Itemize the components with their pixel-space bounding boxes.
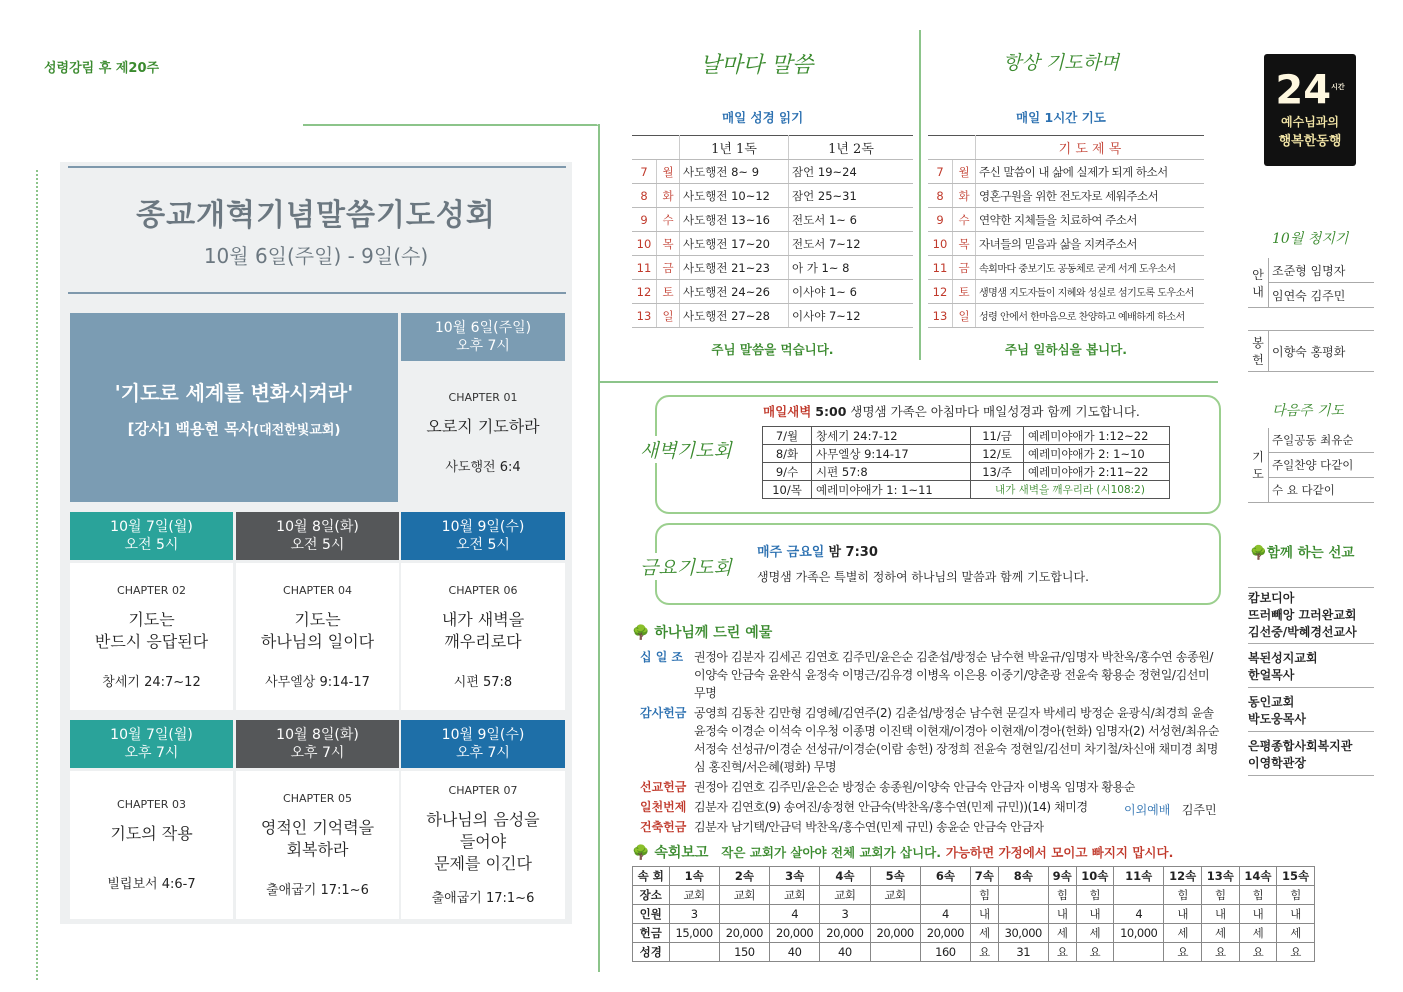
morning-3-header bbox=[401, 512, 565, 560]
day-number: 11 bbox=[928, 256, 953, 280]
reading-2: 아 가 1~ 8 bbox=[789, 256, 914, 280]
offering-label: 건축헌금 bbox=[640, 820, 687, 834]
offering-label: 선교헌금 bbox=[640, 780, 687, 794]
morning-2-date: 10월 8일(화) bbox=[276, 519, 359, 535]
offer-steward-table bbox=[1248, 330, 1374, 372]
middle-green-line bbox=[919, 30, 921, 360]
weekday: 토 bbox=[657, 280, 680, 304]
offering-names: 김분자 김연호(9) 송여진/송정현 안금숙(박찬옥/홍수연(민제 규민))(14) 채미경 bbox=[694, 800, 1088, 814]
dawn-date: 12/토 bbox=[971, 445, 1024, 463]
top-green-line bbox=[303, 124, 598, 126]
morning-3-date: 10월 9일(수) bbox=[441, 519, 525, 535]
prayer-row bbox=[928, 304, 1204, 328]
evening-2-time: 오후 7시 bbox=[290, 745, 345, 761]
evening-2-date: 10월 8일(화) bbox=[276, 727, 359, 743]
cell-value: 교회 bbox=[669, 886, 719, 905]
tree-icon: 🌳 bbox=[1250, 545, 1267, 561]
cell-value: 인원 bbox=[633, 905, 670, 924]
reading-1: 사도행전 27~28 bbox=[680, 304, 789, 328]
speaker-name: 백용현 목사 bbox=[175, 419, 254, 438]
dawn-row bbox=[763, 445, 1170, 463]
session-1-title: 오로지 기도하라 bbox=[426, 417, 540, 436]
cell-value: 3 bbox=[820, 905, 870, 924]
dawn-date: 13/주 bbox=[971, 463, 1024, 481]
weekday: 일 bbox=[657, 304, 680, 328]
col-2-read: 1년 2독 bbox=[789, 136, 914, 160]
cell-value: 20,000 bbox=[719, 924, 769, 943]
dawn-row bbox=[763, 481, 1170, 499]
mission-item: 캄보디아 뜨러빼앙 끄러완교회 김선중/박혜경선교사 bbox=[1248, 587, 1374, 644]
prayer-col-header: 기 도 제 목 bbox=[976, 136, 1205, 160]
24-hour-logo bbox=[1264, 54, 1356, 166]
always-pray-sub: 매일 1시간 기도 bbox=[1016, 110, 1106, 125]
cell-report-heading: 🌳 속회보고 작은 교회가 살아야 전체 교회가 삽니다. 가능하면 가정에서 모이고 빠지지 맙시다. bbox=[632, 845, 1174, 861]
offering-row bbox=[640, 778, 1225, 796]
prayer-row bbox=[928, 184, 1204, 208]
evening-1-date: 10월 7일(월) bbox=[110, 727, 193, 743]
morning-2-title: 기도는 하나님의 일이다 bbox=[260, 609, 375, 651]
friday-prayer-box bbox=[655, 523, 1221, 605]
offering-heading: 🌳 하나님께 드린 예물 bbox=[632, 625, 773, 641]
center-green-line bbox=[598, 124, 600, 972]
offering-label: 감사헌금 bbox=[640, 706, 687, 720]
cell-value: 세 bbox=[1239, 924, 1277, 943]
evening-3-header bbox=[401, 720, 565, 768]
offering-label: 일천번제 bbox=[640, 800, 687, 814]
mission-list bbox=[1248, 587, 1374, 776]
day-number: 9 bbox=[632, 208, 657, 232]
evening-3-time: 오후 7시 bbox=[456, 745, 510, 761]
session-1-header bbox=[401, 313, 565, 361]
evening-1-time: 오후 7시 bbox=[124, 745, 179, 761]
day-number: 10 bbox=[928, 232, 953, 256]
banner-mid-rule bbox=[68, 292, 566, 294]
theme-text: '기도로 세계를 변화시켜라' bbox=[114, 380, 354, 405]
cell-header: 13속 bbox=[1201, 867, 1239, 886]
day-number: 10 bbox=[632, 232, 657, 256]
cell-value: 요 bbox=[1277, 943, 1315, 962]
prayer-topic: 영혼구원을 위한 전도자로 세워주소서 bbox=[976, 184, 1205, 208]
reading-2: 전도서 1~ 6 bbox=[789, 208, 914, 232]
evening-1-title: 기도의 작용 bbox=[110, 824, 193, 843]
dawn-passage: 창세기 24:7-12 bbox=[812, 427, 971, 445]
logo-number: $24^{시간}$ bbox=[1275, 67, 1345, 114]
cell-value: 세 bbox=[1164, 924, 1202, 943]
dawn-passage: 예레미야애가 2: 1~10 bbox=[1024, 445, 1170, 463]
cell-value bbox=[719, 905, 769, 924]
friday-prayer-label: 금요기도회 bbox=[640, 553, 732, 580]
day-number: 8 bbox=[928, 184, 953, 208]
session-1-body bbox=[401, 364, 565, 502]
daily-word-sub: 매일 성경 읽기 bbox=[722, 110, 804, 125]
mission-item: 복된성지교회 한얼목사 bbox=[1248, 644, 1374, 688]
cell-value: 세 bbox=[971, 924, 999, 943]
mission-title: 🌳함께 하는 선교 bbox=[1250, 545, 1355, 561]
cell-value: 내 bbox=[1277, 905, 1315, 924]
cell-row bbox=[633, 943, 1315, 962]
always-pray-footer: 주님 일하심을 봅니다. bbox=[1004, 342, 1128, 357]
day-number: 12 bbox=[928, 280, 953, 304]
reading-row bbox=[632, 208, 913, 232]
cell-row bbox=[633, 905, 1315, 924]
cell-value: 4 bbox=[1114, 905, 1164, 924]
reading-2: 전도서 7~12 bbox=[789, 232, 914, 256]
next-prayer-title: 다음주 기도 bbox=[1272, 403, 1345, 419]
morning-1-body bbox=[70, 563, 233, 710]
offering-names: 공영희 김동찬 김만형 김영혜/김연주(2) 김춘섭/방정순 남수현 문길자 박세리 방정순 윤광식/최경희 윤솔 윤정숙 이경순 이석숙 이우청 이종명 이진택 이현재/이경아 이현재/이경아(헌화) 임명자(2) 서성현/최유순 서정숙 선성규/이경순 선성규/이경순(이람 송헌) 장정희 전윤숙 정현일/김선미 차기철/차신애 채미경 최명심 홍진혁/서은혜(평화) 무명 bbox=[694, 706, 1219, 774]
prayer-row bbox=[928, 232, 1204, 256]
reading-1: 사도행전 17~20 bbox=[680, 232, 789, 256]
morning-1-header bbox=[70, 512, 233, 560]
reading-1: 사도행전 13~16 bbox=[680, 208, 789, 232]
cell-value: 헌금 bbox=[633, 924, 670, 943]
cell-value: 교회 bbox=[719, 886, 769, 905]
cell-header: 11속 bbox=[1114, 867, 1164, 886]
cell-value: 20,000 bbox=[870, 924, 920, 943]
col-1-read: 1년 1독 bbox=[680, 136, 789, 160]
daily-word-footer: 주님 말씀을 먹습니다. bbox=[711, 342, 834, 357]
offering-names: 권정아 김분자 김세곤 김연호 김주민/윤은순 김춘섭/방정순 남수현 박윤규/임명자 박찬옥/홍수연 송종원/이양숙 안금숙 윤완식 윤정숙 이명근/김유경 이병옥 이은용 이중기/양춘광 전윤숙 황용순 정현일/김선미 무명 bbox=[694, 650, 1214, 700]
cell-header: 3속 bbox=[770, 867, 820, 886]
cell-value: 교회 bbox=[820, 886, 870, 905]
morning-1-time: 오전 5시 bbox=[124, 537, 179, 553]
banner-top-rule bbox=[68, 166, 566, 168]
cell-value: 20,000 bbox=[820, 924, 870, 943]
weekday: 월 bbox=[953, 160, 976, 184]
cell-value: 성경 bbox=[633, 943, 670, 962]
cell-value: 31 bbox=[998, 943, 1048, 962]
morning-3-ref: 시편 57:8 bbox=[453, 674, 513, 690]
evening-2-ref: 출애굽기 17:1~6 bbox=[266, 883, 369, 898]
cell-value bbox=[870, 905, 920, 924]
cell-value: 요 bbox=[1048, 943, 1076, 962]
session-1-time: 오후 7시 bbox=[456, 338, 510, 354]
evening-2-title: 영적인 기억력을 회복하라 bbox=[260, 818, 375, 859]
middle-h-line bbox=[598, 381, 1218, 383]
cell-value: 10,000 bbox=[1114, 924, 1164, 943]
speaker-church: (대전한빛교회) bbox=[253, 422, 341, 438]
cell-value bbox=[1114, 943, 1164, 962]
evening-1-ref: 빌립보서 4:6-7 bbox=[107, 877, 196, 892]
cell-value: 15,000 bbox=[669, 924, 719, 943]
speaker-label: [강사] bbox=[127, 419, 171, 438]
dawn-passage: 예레미야애가 1: 1~11 bbox=[812, 481, 971, 499]
prayer-topic: 연약한 지체들을 치료하여 주소서 bbox=[976, 208, 1205, 232]
prayer-topic: 속회마다 중보기도 공동체로 굳게 서게 도우소서 bbox=[976, 256, 1205, 280]
reading-2: 잠언 25~31 bbox=[789, 184, 914, 208]
logo-line2: 행복한동행 bbox=[1278, 134, 1342, 150]
cell-value: 요 bbox=[1201, 943, 1239, 962]
cell-value bbox=[920, 886, 970, 905]
reading-2: 이사야 1~ 6 bbox=[789, 280, 914, 304]
dawn-row bbox=[763, 427, 1170, 445]
evening-3-ref: 출애굽기 17:1~6 bbox=[431, 891, 535, 906]
offering-row bbox=[640, 704, 1225, 776]
evening-2-body bbox=[236, 771, 399, 919]
weekday: 금 bbox=[657, 256, 680, 280]
cell-value bbox=[1114, 886, 1164, 905]
bible-reading-table bbox=[632, 135, 913, 328]
mission-item: 은평종합사회복지관 이영학관장 bbox=[1248, 732, 1374, 776]
weekday: 화 bbox=[953, 184, 976, 208]
offering-label: 십 일 조 bbox=[640, 650, 684, 664]
prayer-topic-table bbox=[928, 135, 1204, 328]
pray-row: 주일공동 최유순 bbox=[1269, 428, 1375, 453]
offer-label: 봉 헌 bbox=[1248, 331, 1269, 372]
reading-2: 이사야 7~12 bbox=[789, 304, 914, 328]
dawn-date: 10/목 bbox=[763, 481, 812, 499]
cell-header: 12속 bbox=[1164, 867, 1202, 886]
guide-label: 안 내 bbox=[1248, 258, 1269, 308]
morning-3-body bbox=[401, 563, 565, 710]
morning-3-time: 오전 5시 bbox=[456, 537, 510, 553]
cell-header: 5속 bbox=[870, 867, 920, 886]
reading-2: 잠언 19~24 bbox=[789, 160, 914, 184]
cell-header: 9속 bbox=[1048, 867, 1076, 886]
guide-2: 임연숙 김주민 bbox=[1269, 283, 1375, 308]
pray-label: 기 도 bbox=[1248, 428, 1269, 503]
cell-value bbox=[998, 886, 1048, 905]
dawn-intro: 매일새벽 5:00 생명샘 가족은 아침마다 매일성경과 함께 기도합니다. bbox=[763, 404, 1140, 419]
cell-value: 4 bbox=[920, 905, 970, 924]
cell-value: 힘 bbox=[971, 886, 999, 905]
day-number: 13 bbox=[928, 304, 953, 328]
cell-header: 15속 bbox=[1277, 867, 1315, 886]
prayer-row bbox=[928, 160, 1204, 184]
cell-header: 8속 bbox=[998, 867, 1048, 886]
reading-1: 사도행전 8~ 9 bbox=[680, 160, 789, 184]
cell-value bbox=[870, 943, 920, 962]
cell-value: 세 bbox=[1201, 924, 1239, 943]
cell-value: 교회 bbox=[770, 886, 820, 905]
week-label: 성령강림 후 제20주 bbox=[44, 61, 160, 76]
cell-value: 힘 bbox=[1277, 886, 1315, 905]
cell-value: 힘 bbox=[1164, 886, 1202, 905]
morning-2-time: 오전 5시 bbox=[290, 537, 345, 553]
prayer-topic: 주신 말씀이 내 삶에 실제가 되게 하소서 bbox=[976, 160, 1205, 184]
weekday: 수 bbox=[657, 208, 680, 232]
dawn-passage: 예레미야애가 2:11~22 bbox=[1024, 463, 1170, 481]
reading-1: 사도행전 24~26 bbox=[680, 280, 789, 304]
cell-value: 160 bbox=[920, 943, 970, 962]
session-1-chapter: CHAPTER 01 bbox=[448, 391, 518, 404]
day-number: 12 bbox=[632, 280, 657, 304]
morning-2-ref: 사무엘상 9:14-17 bbox=[265, 674, 370, 690]
weekday: 토 bbox=[953, 280, 976, 304]
weekday: 월 bbox=[657, 160, 680, 184]
cell-value: 힘 bbox=[1048, 886, 1076, 905]
cell-row bbox=[633, 886, 1315, 905]
speaker-line bbox=[128, 418, 341, 439]
daily-word-heading: 날마다 말씀 bbox=[700, 53, 814, 78]
morning-2-header bbox=[236, 512, 399, 560]
day-number: 9 bbox=[928, 208, 953, 232]
offer-steward: 이향숙 홍평화 bbox=[1269, 331, 1375, 372]
cell-value: 요 bbox=[1076, 943, 1114, 962]
prayer-row bbox=[928, 208, 1204, 232]
tree-icon: 🌳 bbox=[632, 845, 650, 861]
offering-names: 김분자 남기택/안금덕 박찬옥/홍수연(민제 규민) 송윤순 안금숙 안금자 bbox=[694, 820, 1044, 834]
evening-2-chapter: CHAPTER 05 bbox=[283, 792, 352, 805]
next-prayer-table bbox=[1248, 428, 1374, 503]
weekday: 금 bbox=[953, 256, 976, 280]
stewards-table bbox=[1248, 258, 1374, 308]
cell-value: 교회 bbox=[870, 886, 920, 905]
dawn-passage: 예레미야애가 1:12~22 bbox=[1024, 427, 1170, 445]
friday-text: 생명샘 가족은 특별히 정하여 하나님의 말씀과 함께 기도합니다. bbox=[757, 570, 1089, 584]
logo-line1: 예수님과의 bbox=[1281, 115, 1339, 130]
cell-value bbox=[669, 943, 719, 962]
weekday: 화 bbox=[657, 184, 680, 208]
dawn-passage: 시편 57:8 bbox=[812, 463, 971, 481]
morning-2-chapter: CHAPTER 04 bbox=[283, 583, 352, 597]
cell-value: 내 bbox=[971, 905, 999, 924]
morning-1-chapter: CHAPTER 02 bbox=[117, 583, 186, 597]
cell-header: 7속 bbox=[971, 867, 999, 886]
reading-row bbox=[632, 232, 913, 256]
morning-1-title: 기도는 반드시 응답된다 bbox=[94, 609, 209, 651]
banner-dates: 10월 6일(주일) - 9일(수) bbox=[203, 244, 429, 268]
cell-value: 내 bbox=[1048, 905, 1076, 924]
stewards-title: 10월 청지기 bbox=[1272, 231, 1349, 247]
cell-value: 40 bbox=[770, 943, 820, 962]
offering-row bbox=[640, 818, 1225, 836]
day-number: 11 bbox=[632, 256, 657, 280]
cell-header: 2속 bbox=[719, 867, 769, 886]
left-dotted-line bbox=[36, 170, 38, 980]
cell-value: 힘 bbox=[1076, 886, 1114, 905]
cell-value: 세 bbox=[1048, 924, 1076, 943]
evening-2-header bbox=[236, 720, 399, 768]
cell-value bbox=[998, 905, 1048, 924]
evening-3-title: 하나님의 음성을 들어야 문제를 이긴다 bbox=[426, 810, 540, 873]
cell-value: 40 bbox=[820, 943, 870, 962]
pray-row: 주일찬양 다같이 bbox=[1269, 453, 1375, 478]
weekday: 일 bbox=[953, 304, 976, 328]
cell-row bbox=[633, 924, 1315, 943]
morning-2-body bbox=[236, 563, 399, 710]
cell-value: 내 bbox=[1164, 905, 1202, 924]
evening-3-chapter: CHAPTER 07 bbox=[448, 784, 518, 797]
theme-block bbox=[70, 313, 398, 502]
cell-header: 6속 bbox=[920, 867, 970, 886]
evening-1-header bbox=[70, 720, 233, 768]
reading-1: 사도행전 10~12 bbox=[680, 184, 789, 208]
evening-1-chapter: CHAPTER 03 bbox=[117, 798, 186, 811]
dawn-date: 7/월 bbox=[763, 427, 812, 445]
cell-value: 내 bbox=[1076, 905, 1114, 924]
weekday: 목 bbox=[953, 232, 976, 256]
morning-3-chapter: CHAPTER 06 bbox=[448, 583, 518, 597]
cell-header: 10속 bbox=[1076, 867, 1114, 886]
cell-value: 3 bbox=[669, 905, 719, 924]
dawn-date: 8/화 bbox=[763, 445, 812, 463]
reading-row bbox=[632, 160, 913, 184]
dawn-verse: 내가 새벽을 깨우리라 (시108:2) bbox=[971, 481, 1170, 499]
prayer-row bbox=[928, 256, 1204, 280]
cell-value: 장소 bbox=[633, 886, 670, 905]
reading-1: 사도행전 21~23 bbox=[680, 256, 789, 280]
cell-value: 내 bbox=[1201, 905, 1239, 924]
always-pray-heading: 항상 기도하며 bbox=[1003, 52, 1120, 74]
day-number: 8 bbox=[632, 184, 657, 208]
day-number: 7 bbox=[928, 160, 953, 184]
cell-value: 내 bbox=[1239, 905, 1277, 924]
dawn-table bbox=[762, 426, 1170, 499]
other-worship: 이외예배 김주민 bbox=[1124, 803, 1217, 817]
prayer-topic: 자녀들의 믿음과 삶을 지켜주소서 bbox=[976, 232, 1205, 256]
prayer-row bbox=[928, 280, 1204, 304]
cell-header: 4속 bbox=[820, 867, 870, 886]
cell-report-table bbox=[632, 866, 1315, 962]
dawn-row bbox=[763, 463, 1170, 481]
cell-value: 세 bbox=[1277, 924, 1315, 943]
cell-value: 4 bbox=[770, 905, 820, 924]
reading-row bbox=[632, 304, 913, 328]
dawn-prayer-label: 새벽기도회 bbox=[640, 436, 732, 463]
session-1-ref: 사도행전 6:4 bbox=[445, 460, 521, 475]
offering-row bbox=[640, 648, 1225, 702]
pray-row: 수 요 다같이 bbox=[1269, 478, 1375, 503]
guide-1: 조준형 임명자 bbox=[1269, 258, 1375, 283]
day-number: 13 bbox=[632, 304, 657, 328]
tree-icon: 🌳 bbox=[632, 625, 650, 641]
reading-row bbox=[632, 184, 913, 208]
weekday: 목 bbox=[657, 232, 680, 256]
evening-1-body bbox=[70, 771, 233, 919]
cell-value: 요 bbox=[971, 943, 999, 962]
mission-item: 동인교회 박도웅목사 bbox=[1248, 688, 1374, 732]
day-number: 7 bbox=[632, 160, 657, 184]
cell-value: 30,000 bbox=[998, 924, 1048, 943]
reading-row bbox=[632, 280, 913, 304]
cell-header: 14속 bbox=[1239, 867, 1277, 886]
morning-3-title: 내가 새벽을 깨우리로다 bbox=[441, 609, 525, 651]
cell-header: 1속 bbox=[669, 867, 719, 886]
evening-3-date: 10월 9일(수) bbox=[441, 727, 525, 743]
morning-1-date: 10월 7일(월) bbox=[110, 519, 193, 535]
offering-names: 권정아 김연호 김주민/윤은순 방정순 송종원/이양숙 안금숙 안금자 이병옥 임명자 황용순 bbox=[694, 780, 1135, 794]
cell-value: 150 bbox=[719, 943, 769, 962]
cell-value: 20,000 bbox=[920, 924, 970, 943]
dawn-date: 11/금 bbox=[971, 427, 1024, 445]
session-1-date: 10월 6일(주일) bbox=[434, 320, 532, 336]
cell-value: 세 bbox=[1076, 924, 1114, 943]
cell-value: 20,000 bbox=[770, 924, 820, 943]
weekday: 수 bbox=[953, 208, 976, 232]
cell-value: 힘 bbox=[1201, 886, 1239, 905]
cell-header: 속 회 bbox=[633, 867, 670, 886]
prayer-topic: 생명샘 지도자들이 지혜와 성실로 섬기도록 도우소서 bbox=[976, 280, 1205, 304]
cell-value: 요 bbox=[1164, 943, 1202, 962]
prayer-topic: 성령 안에서 한마음으로 찬양하고 예배하게 하소서 bbox=[976, 304, 1205, 328]
evening-3-body bbox=[401, 771, 565, 919]
cell-value: 힘 bbox=[1239, 886, 1277, 905]
dawn-date: 9/수 bbox=[763, 463, 812, 481]
banner-title: 종교개혁기념말씀기도성회 bbox=[136, 198, 496, 233]
cell-value: 요 bbox=[1239, 943, 1277, 962]
morning-1-ref: 창세기 24:7~12 bbox=[102, 674, 201, 690]
friday-title: 매주 금요일 밤 7:30 bbox=[757, 545, 878, 560]
reading-row bbox=[632, 256, 913, 280]
dawn-passage: 사무엘상 9:14-17 bbox=[812, 445, 971, 463]
